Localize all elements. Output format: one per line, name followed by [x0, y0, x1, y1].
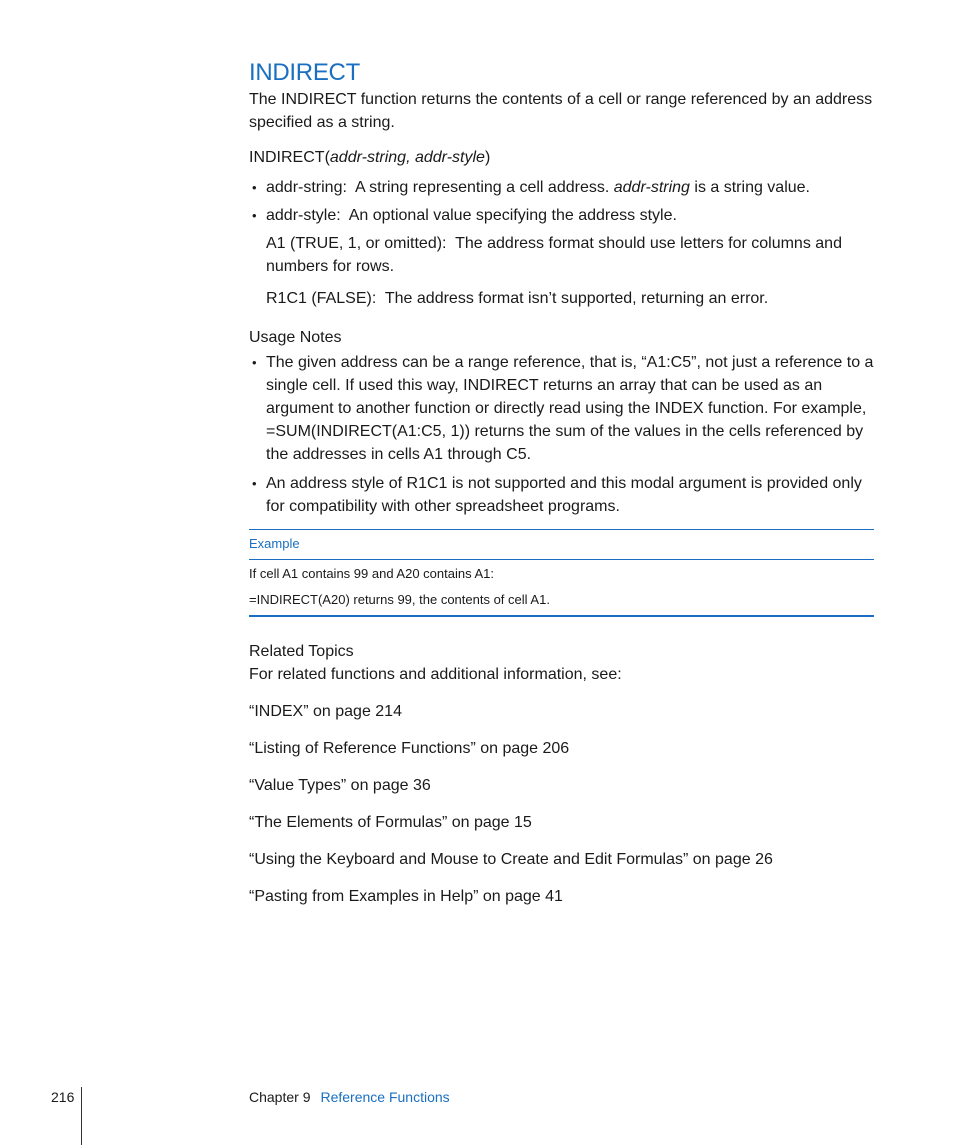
usage-note: • An address style of R1C1 is not supported and this modal argument is provided only for compatibility with other spreadsheet programs.: [249, 472, 874, 518]
sub-argument-a1: [249, 232, 874, 278]
example-heading: Example: [249, 530, 874, 560]
example-line: If cell A1 contains 99 and A20 contains A1:: [249, 566, 495, 581]
related-topic-link[interactable]: “Pasting from Examples in Help” on page 41: [249, 888, 563, 905]
syntax-open-paren: (: [324, 149, 330, 166]
related-topic-link[interactable]: “INDEX” on page 214: [249, 703, 402, 720]
argument-text-after: is a string value.: [694, 179, 810, 196]
chapter-label: Chapter 9: [249, 1089, 311, 1105]
sub-argument-r1c1: [249, 287, 874, 310]
related-topics-intro: For related functions and additional information, see:: [249, 666, 622, 683]
page-title: INDIRECT: [249, 59, 360, 86]
syntax-name: INDIRECT: [249, 149, 325, 166]
usage-notes-heading: Usage Notes: [249, 329, 342, 346]
related-topic-link[interactable]: “Value Types” on page 36: [249, 777, 431, 794]
page-content: [249, 58, 874, 908]
related-topics-heading: Related Topics: [249, 643, 354, 660]
sub-argument-term: R1C1 (FALSE):: [266, 290, 377, 307]
argument-term: addr-style:: [266, 207, 341, 224]
argument-term: addr-string:: [266, 179, 347, 196]
example-box: [249, 529, 874, 617]
argument-list: [249, 176, 874, 227]
sub-argument-text: The address format should use letters for columns and numbers for rows.: [266, 235, 842, 275]
argument-italic: addr-string: [613, 179, 690, 196]
related-topic-link[interactable]: “The Elements of Formulas” on page 15: [249, 814, 532, 831]
argument-text: An optional value specifying the address style.: [348, 207, 677, 224]
function-description: The INDIRECT function returns the contents of a cell or range referenced by an address specified as a string.: [249, 91, 873, 131]
function-syntax: [249, 146, 874, 169]
page-number: 216: [51, 1089, 75, 1105]
syntax-close-paren: ): [484, 149, 491, 166]
sub-argument-text: The address format isn’t supported, returning an error.: [384, 290, 769, 307]
sub-argument-term: A1 (TRUE, 1, or omitted):: [266, 235, 447, 252]
argument-addr-style: [249, 204, 874, 227]
related-topic-link[interactable]: “Listing of Reference Functions” on page 206: [249, 740, 570, 757]
footer-chapter: [249, 1088, 450, 1106]
example-line: =INDIRECT(A20) returns 99, the contents of cell A1.: [249, 592, 550, 607]
related-topic-link[interactable]: “Using the Keyboard and Mouse to Create and Edit Formulas” on page 26: [249, 851, 773, 868]
argument-text: A string representing a cell address.: [354, 179, 610, 196]
chapter-title-link[interactable]: Reference Functions: [320, 1089, 450, 1105]
footer-divider: [81, 1087, 82, 1145]
usage-note: • The given address can be a range reference, that is, “A1:C5”, not just a reference to a single cell. If used this way, INDIRECT returns an array that can be used as an argument to another function or directly read using the INDEX function. For example, =SUM(INDIRECT(A1:C5, 1)) returns the sum of the values in the cells referenced by the addresses in cells A1 through C5.: [249, 351, 874, 466]
argument-addr-string: [249, 176, 874, 199]
syntax-args: addr-string, addr-style: [329, 149, 485, 166]
usage-notes-list: [249, 351, 874, 518]
